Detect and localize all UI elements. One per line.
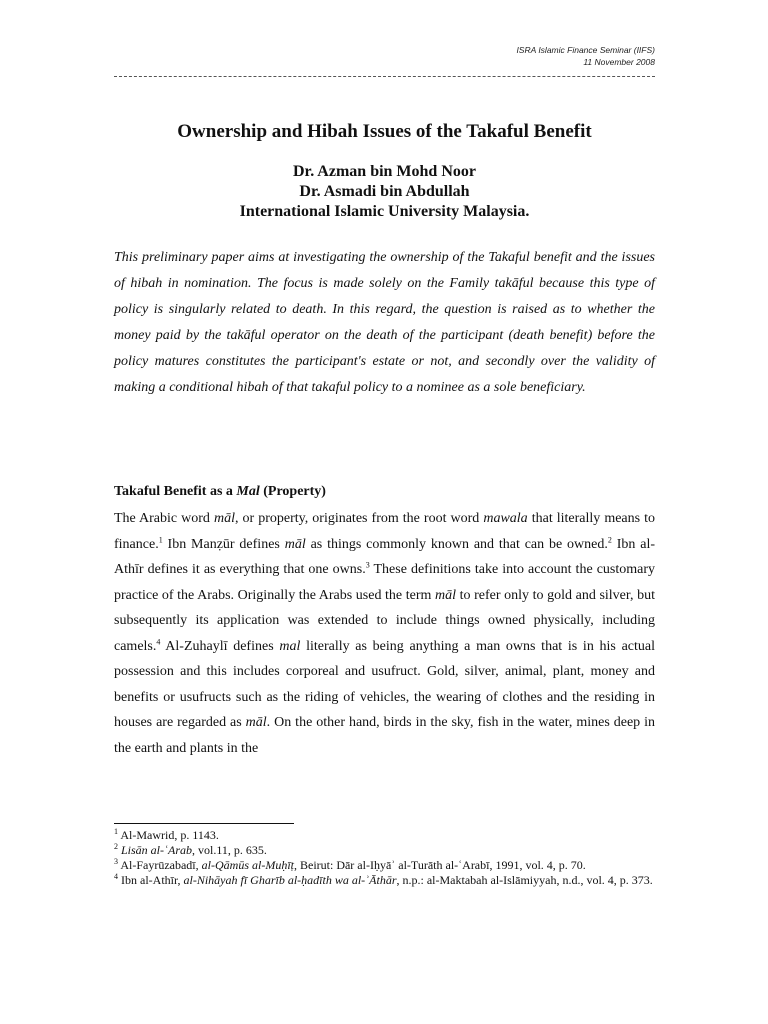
seminar-date: 11 November 2008 bbox=[583, 57, 655, 67]
footnote-ref-2: 2 bbox=[607, 534, 612, 544]
author-2: Dr. Asmadi bin Abdullah bbox=[299, 183, 470, 200]
paper-title: Ownership and Hibah Issues of the Takaful Benefit bbox=[177, 121, 592, 142]
seminar-name: ISRA Islamic Finance Seminar (IIFS) bbox=[516, 45, 655, 55]
footnote-3: $^3$ Al-Fayrūzabadī, al-Qāmūs al-Muḥīṭ, Beirut: Dār al-Iḥyāʾ al-Turāth al-ʿArabī, 1991, vol. 4, p. 70. bbox=[114, 857, 586, 872]
footnote-ref-1: 1 bbox=[158, 534, 163, 544]
footnote-2: $^2$ Lisān al-ʿArab, vol.11, p. 635. bbox=[114, 842, 267, 857]
footnotes bbox=[114, 828, 655, 888]
footnote-4: $^4$ Ibn al-Athīr, al-Nihāyah fī Gharīb al-ḥadīth wa al-ʾĀthār, n.p.: al-Maktabah al-Islāmiyyah, n.d., vol. 4, p. 373. bbox=[114, 872, 653, 887]
footnote-ref-4: 4 bbox=[156, 636, 161, 646]
footnote-divider bbox=[114, 823, 294, 824]
body-paragraph: The Arabic word māl, or property, originates from the root word mawala that literally means to finance.$^1$ Ibn Manẓūr defines māl as things commonly known and that can be owned.$^2$ Ibn al-Athīr defines it as everything that one owns.$^3$ These definitions take into account the customary practice of the Arabs. Originally the Arabs used the term māl to refer only to gold and silver, but subsequently its application was extended to include things owned physically, including camels.$^4$ Al-Zuhaylī defines mal literally as being anything a man owns that is in his actual possession and this includes corporeal and usufruct. Gold, silver, animal, plant, money and benefits or usufructs such as the riding of vehicles, the wearing of clothes and the residing in houses are regarded as māl. On the other hand, birds in the sky, fish in the water, mines deep in the earth and plants in the bbox=[114, 511, 656, 756]
footnote-ref-3: 3 bbox=[365, 560, 370, 570]
author-1: Dr. Azman bin Mohd Noor bbox=[293, 163, 476, 180]
author-block bbox=[114, 162, 655, 222]
affiliation: International Islamic University Malaysia. bbox=[239, 203, 530, 220]
header-divider bbox=[114, 76, 655, 77]
abstract: This preliminary paper aims at investigating the ownership of the Takaful benefit and the issues of hibah in nomination. The focus is made solely on the Family takāful because this type of policy is singularly related to death. In this regard, the question is raised as to whether the money paid by the takāful operator on the death of the participant (death benefit) before the policy matures constitutes the participant's estate or not, and secondly over the validity of making a conditional hibah of that takaful policy to a nominee as a sole beneficiary. bbox=[114, 250, 655, 395]
footnote-1: $^1$ Al-Mawrid, p. 1143. bbox=[114, 827, 219, 842]
section-heading: Takaful Benefit as a Mal (Property) bbox=[114, 484, 326, 499]
running-header bbox=[516, 44, 655, 68]
